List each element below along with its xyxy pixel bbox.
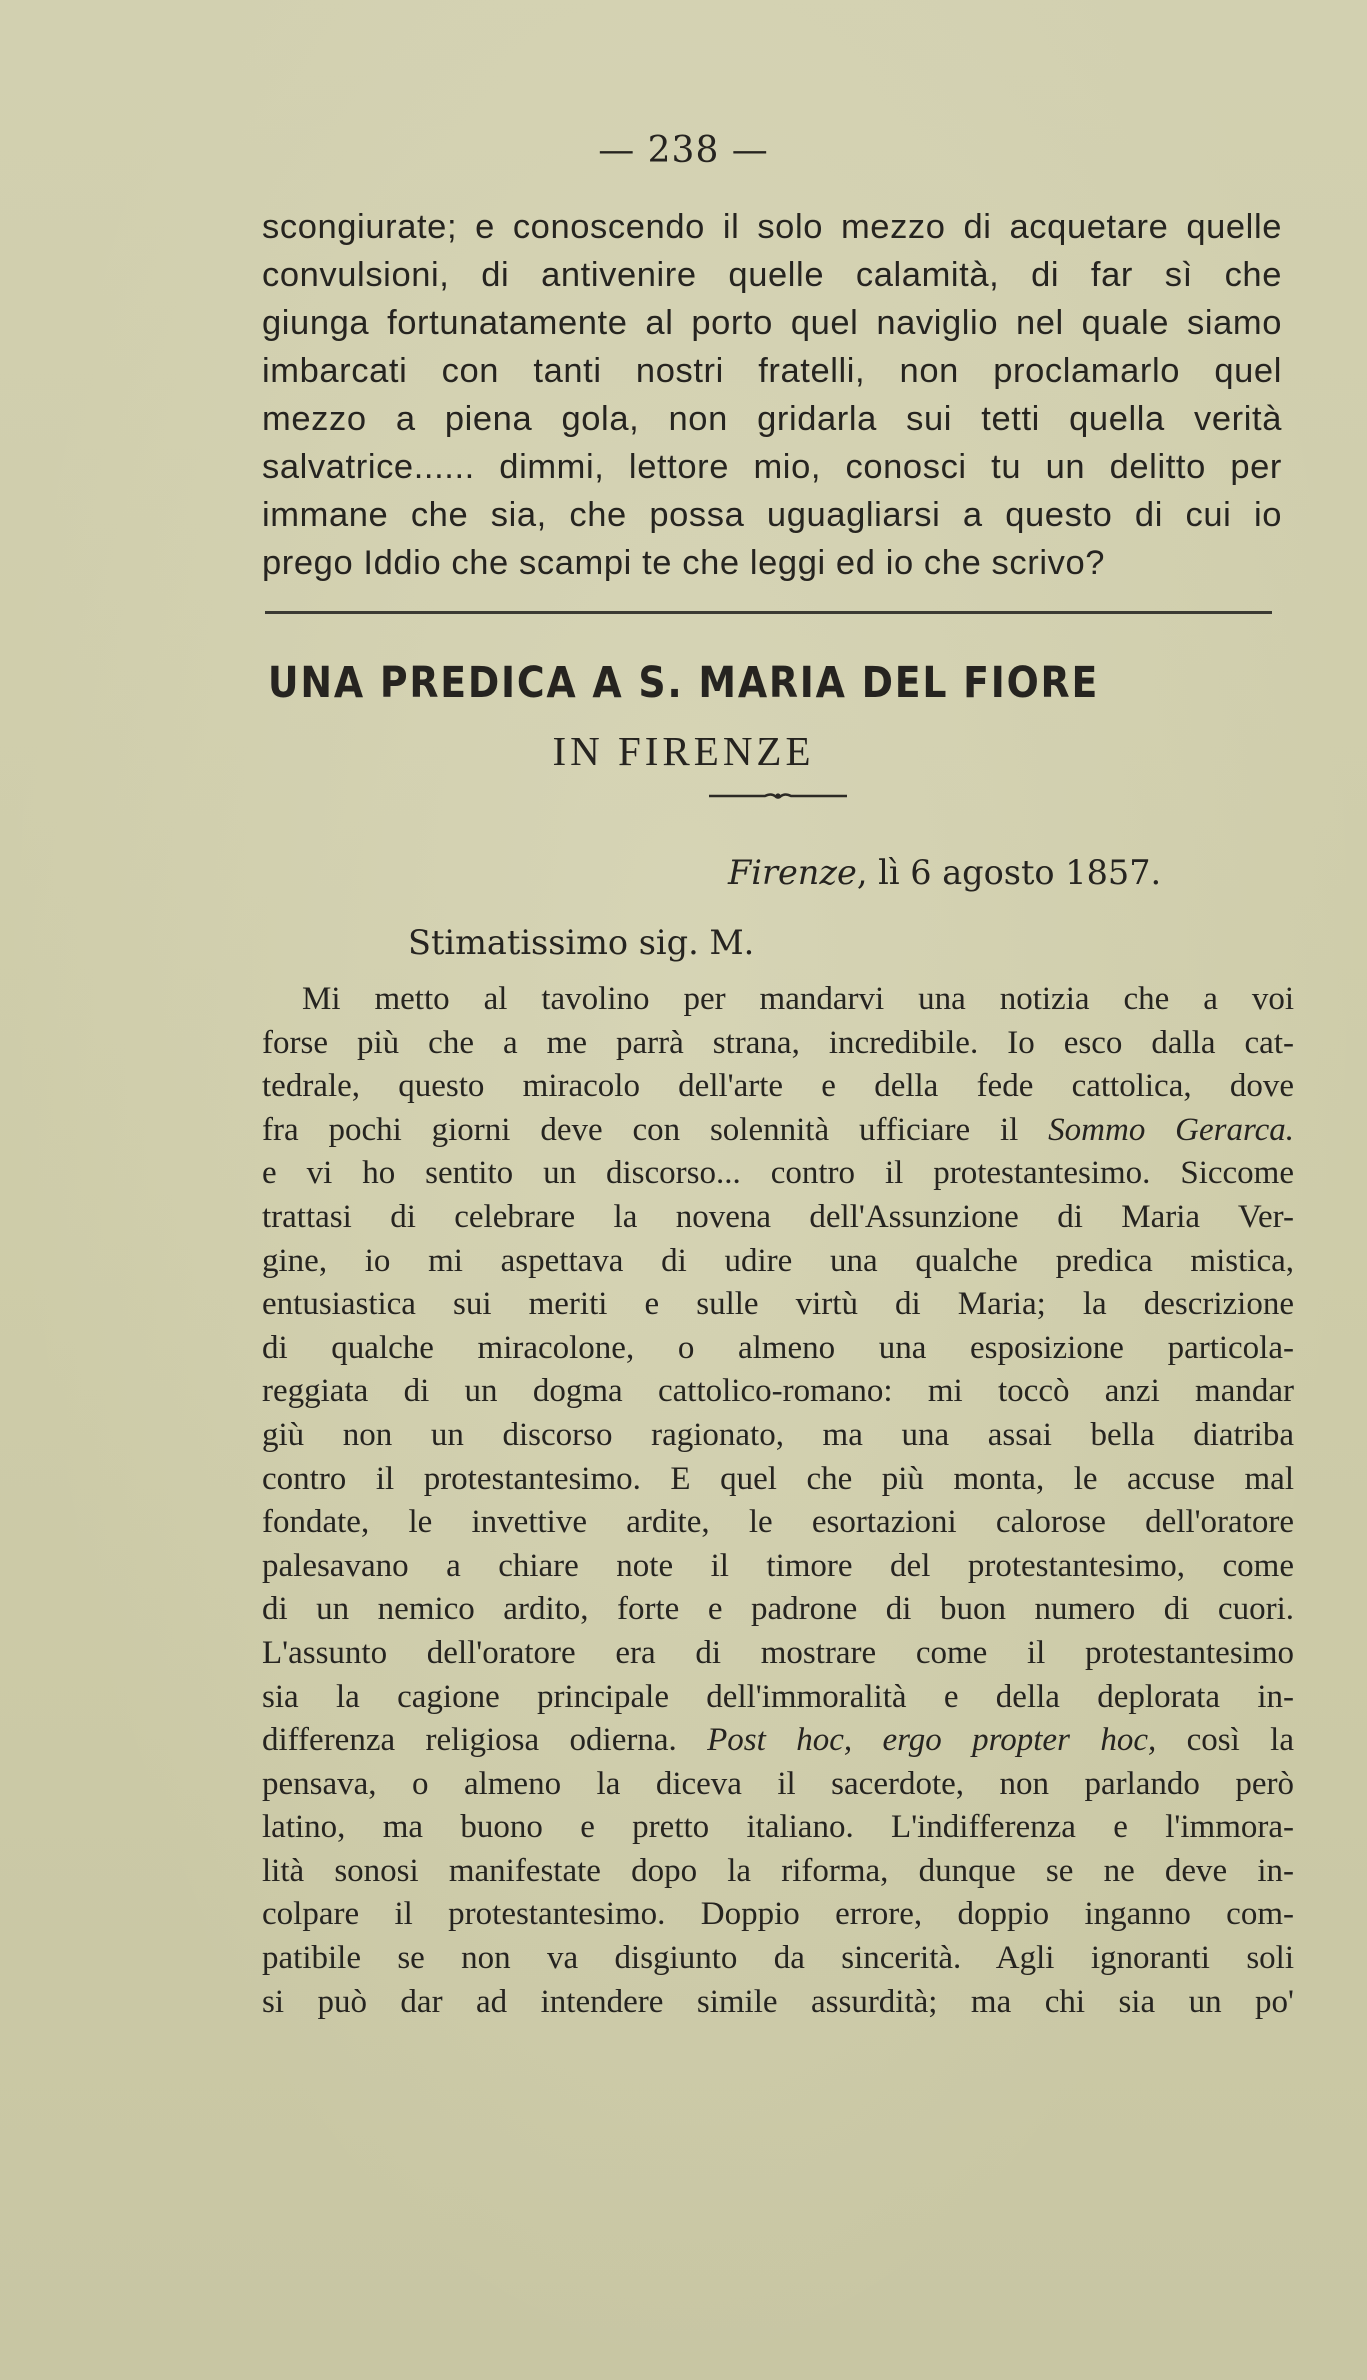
text-line: mezzo a piena gola, non gridarla sui tetti quella verità [262, 400, 1282, 438]
text-line: patibile se non va disgiunto da sincerità. Agli ignoranti soli [262, 1940, 1294, 1977]
text-line: si può dar ad intendere simile assurdità; ma chi sia un po' [262, 1983, 1294, 2020]
text-line: trattasi di celebrare la novena dell'Assunzione di Maria Ver- [262, 1198, 1294, 1235]
intro-paragraph [262, 203, 1282, 587]
text-line: contro il protestantesimo. E quel che più monta, le accuse mal [262, 1460, 1294, 1497]
text-line: pensava, o almeno la diceva il sacerdote, non parlando però [262, 1765, 1294, 1802]
text-line: colpare il protestantesimo. Doppio errore, doppio inganno com- [262, 1896, 1294, 1933]
text-line: Mi metto al tavolino per mandarvi una notizia che a voi [302, 981, 1294, 1017]
text-line: giunga fortunatamente al porto quel naviglio nel quale siamo [262, 304, 1282, 342]
text-line: prego Iddio che scampi te che leggi ed io che scrivo? [262, 544, 1106, 582]
text-line: lità sonosi manifestate dopo la riforma, dunque se ne deve in- [262, 1852, 1294, 1889]
text-line: forse più che a me parrà strana, incredibile. Io esco dalla cat- [262, 1024, 1294, 1061]
text-line: imbarcati con tanti nostri fratelli, non proclamarlo quel [262, 352, 1282, 390]
text-line: sia la cagione principale dell'immoralità e della deplorata in- [262, 1678, 1294, 1715]
page-number: — 238 — [598, 130, 769, 171]
dateline-date: , lì 6 agosto 1857. [856, 853, 1162, 892]
italic-text: Sommo Gerarca. [1048, 1111, 1294, 1148]
text-line: reggiata di un dogma cattolico-romano: mi toccò anzi mandar [262, 1373, 1294, 1410]
article-subtitle: IN FIRENZE [552, 728, 815, 774]
text-line: fondate, le invettive ardite, le esortazioni calorose dell'oratore [262, 1504, 1294, 1541]
dateline [728, 853, 1161, 892]
dateline-place: Firenze [728, 853, 857, 892]
text-line: latino, ma buono e pretto italiano. L'indifferenza e l'immora- [262, 1809, 1294, 1846]
text-segment: differenza religiosa odierna. [262, 1722, 708, 1759]
text-line: gine, io mi aspettava di udire una qualche predica mistica, [262, 1242, 1294, 1279]
text-segment: fra pochi giorni deve con solennità ufficiare il [262, 1111, 1049, 1148]
italic-text: Post hoc, ergo propter hoc, [707, 1722, 1157, 1759]
text-line: palesavano a chiare note il timore del protestantesimo, come [262, 1547, 1294, 1584]
text-line: scongiurate; e conoscendo il solo mezzo di acquetare quelle [262, 208, 1282, 246]
text-line: salvatrice...... dimmi, lettore mio, conosci tu un delitto per [262, 448, 1282, 486]
text-line: di qualche miracolone, o almeno una esposizione particola- [262, 1329, 1294, 1366]
text-line: L'assunto dell'oratore era di mostrare come il protestantesimo [262, 1634, 1294, 1671]
text-line: entusiastica sui meriti e sulle virtù di Maria; la descrizione [262, 1286, 1294, 1323]
ornament-divider [709, 791, 847, 801]
section-divider [265, 611, 1272, 614]
salutation: Stimatissimo sig. M. [408, 923, 755, 962]
text-line [262, 1719, 1294, 1763]
text-line: tedrale, questo miracolo dell'arte e della fede cattolica, dove [262, 1068, 1294, 1105]
text-line: immane che sia, che possa uguagliarsi a questo di cui io [262, 496, 1282, 534]
text-line: giù non un discorso ragionato, ma una assai bella diatriba [262, 1416, 1294, 1453]
text-line: convulsioni, di antivenire quelle calamità, di far sì che [262, 256, 1282, 294]
letter-body [262, 978, 1294, 2024]
article-title: UNA PREDICA A S. MARIA DEL FIORE [267, 658, 1100, 708]
text-segment: così la [1156, 1722, 1294, 1759]
text-line [262, 1109, 1294, 1153]
text-line: e vi ho sentito un discorso... contro il protestantesimo. Siccome [262, 1155, 1294, 1192]
text-line: di un nemico ardito, forte e padrone di buon numero di cuori. [262, 1591, 1294, 1628]
